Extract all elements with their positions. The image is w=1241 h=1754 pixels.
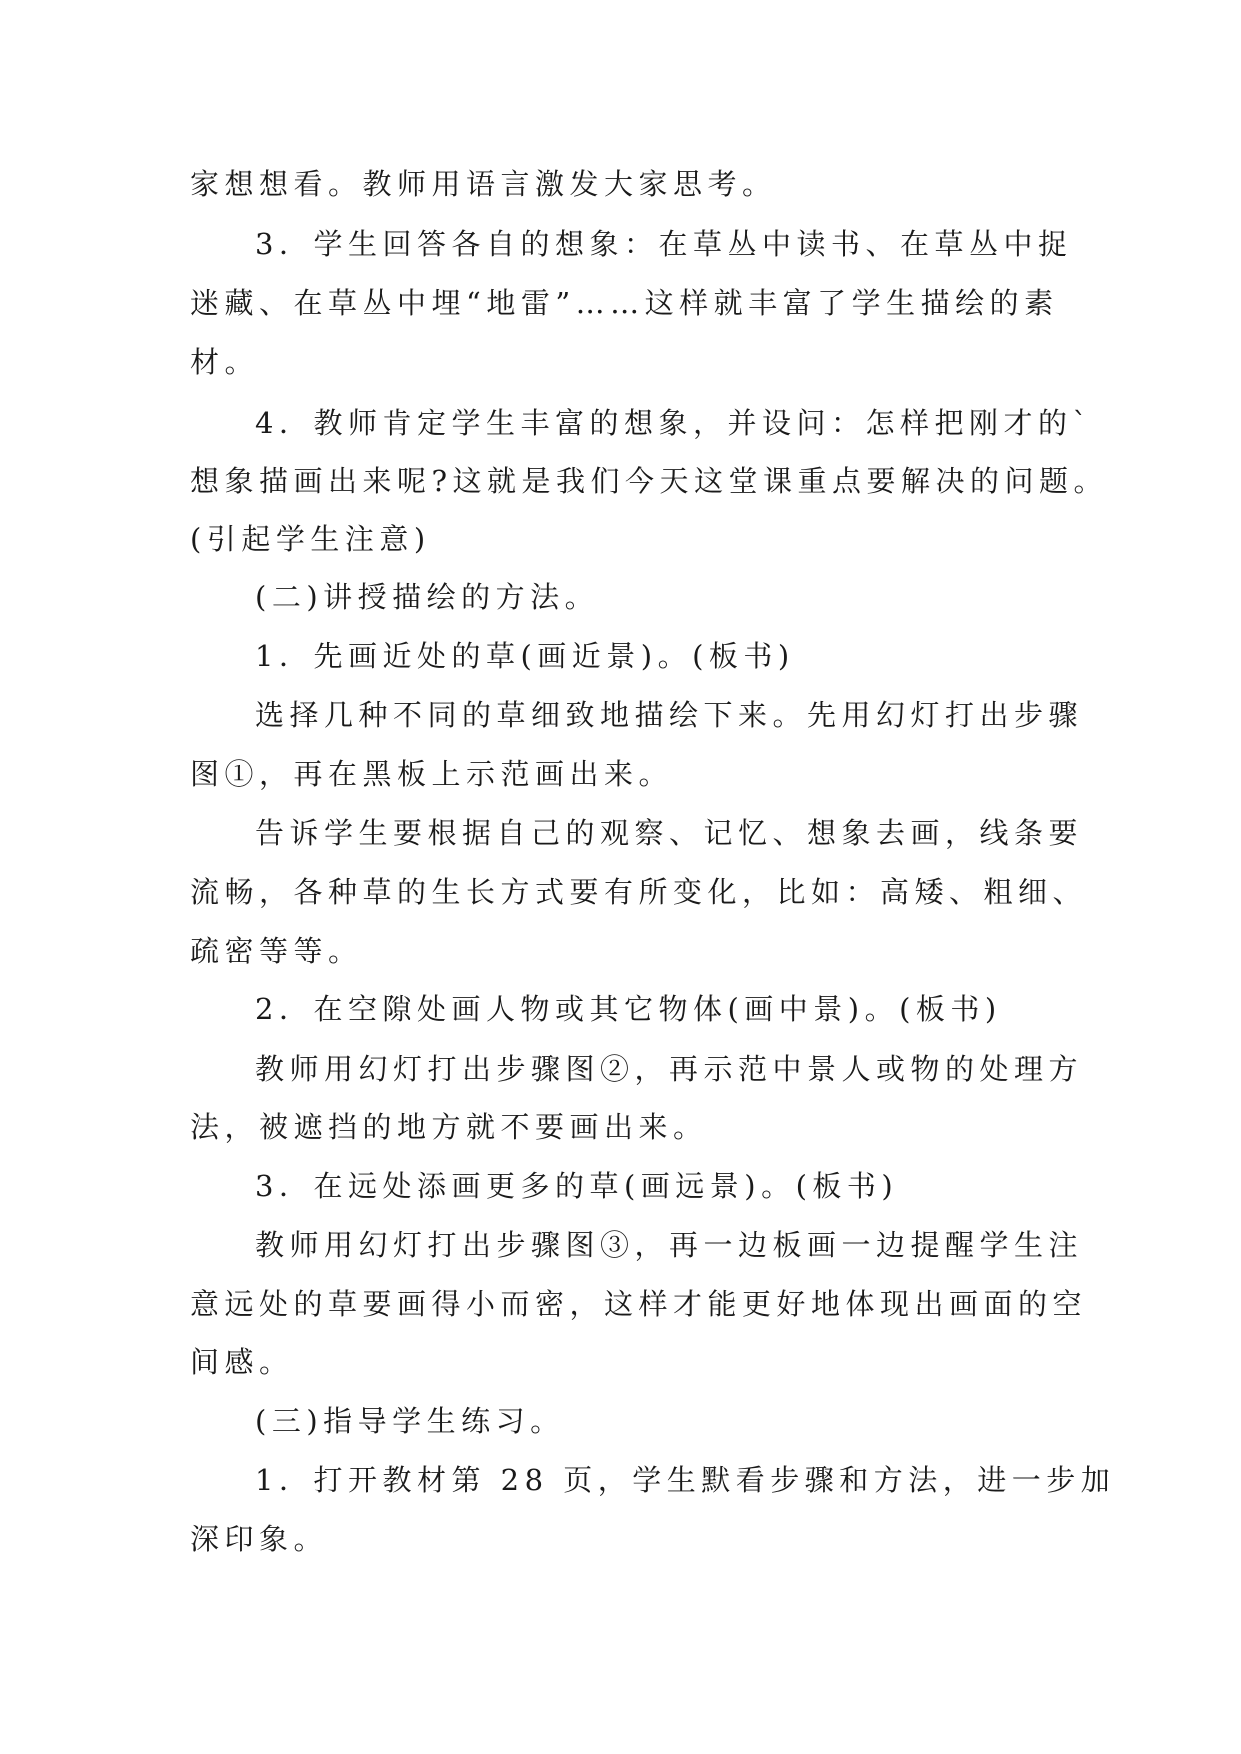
text-line: 迷藏、在草丛中埋“地雷”……这样就丰富了学生描绘的素 — [190, 286, 1059, 320]
text-line: 想象描画出来呢?这就是我们今天这堂课重点要解决的问题。 — [190, 464, 1109, 498]
section-heading: (二)讲授描绘的方法。 — [255, 580, 600, 614]
text-line: (引起学生注意) — [190, 522, 431, 556]
text-line: 2．在空隙处画人物或其它物体(画中景)。(板书) — [255, 992, 1002, 1026]
text-line: 流畅，各种草的生长方式要有所变化，比如：高矮、粗细、 — [190, 875, 1088, 909]
text-line: 间感。 — [190, 1345, 294, 1379]
text-line: 3．在远处添画更多的草(画远景)。(板书) — [255, 1169, 899, 1203]
text-line: 1．先画近处的草(画近景)。(板书) — [255, 639, 795, 673]
text-line: 选择几种不同的草细致地描绘下来。先用幻灯打出步骤 — [255, 698, 1084, 732]
text-line: 深印象。 — [190, 1522, 329, 1556]
text-line: 疏密等等。 — [190, 934, 363, 968]
text-line: 法，被遮挡的地方就不要画出来。 — [190, 1110, 708, 1144]
text-line: 家想想看。教师用语言激发大家思考。 — [190, 167, 777, 201]
section-heading: (三)指导学生练习。 — [255, 1404, 565, 1438]
text-line: 材。 — [190, 345, 260, 379]
text-line: 4．教师肯定学生丰富的想象，并设问：怎样把刚才的` — [255, 406, 1093, 440]
text-line: 意远处的草要画得小而密，这样才能更好地体现出画面的空 — [190, 1287, 1088, 1321]
text-line: 3．学生回答各自的想象：在草丛中读书、在草丛中捉 — [255, 227, 1073, 261]
text-line: 1．打开教材第 28 页，学生默看步骤和方法，进一步加 — [255, 1463, 1116, 1497]
text-line: 教师用幻灯打出步骤图③，再一边板画一边提醒学生注 — [255, 1228, 1084, 1262]
text-line: 教师用幻灯打出步骤图②，再示范中景人或物的处理方 — [255, 1052, 1084, 1086]
text-line: 告诉学生要根据自己的观察、记忆、想象去画，线条要 — [255, 816, 1084, 850]
text-line: 图①，再在黑板上示范画出来。 — [190, 757, 674, 791]
